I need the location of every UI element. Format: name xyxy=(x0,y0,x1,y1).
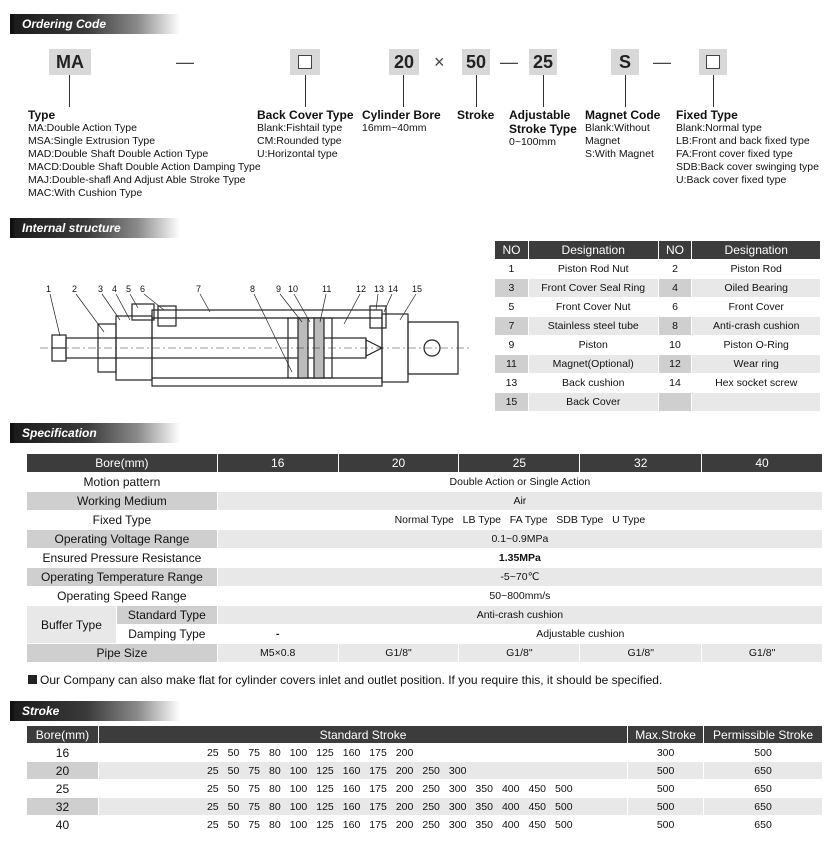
spec-bore-16: 16 xyxy=(217,454,338,473)
category-title: Adjustable Stroke Type xyxy=(509,108,577,136)
stroke-value: 25 xyxy=(206,746,219,759)
stroke-value: 25 xyxy=(206,818,219,831)
spec-label: Buffer Type xyxy=(27,606,117,644)
stroke-values xyxy=(98,762,627,780)
stroke-value: 125 xyxy=(316,782,334,795)
spec-label: Damping Type xyxy=(116,625,217,644)
table-row xyxy=(495,298,821,317)
code-dash-3: — xyxy=(653,52,671,72)
stroke-value: 200 xyxy=(395,746,414,759)
stroke-value: 75 xyxy=(248,764,261,777)
cylinder-diagram xyxy=(40,280,480,410)
part-no: 12 xyxy=(658,355,692,374)
table-row xyxy=(27,780,823,798)
table-row xyxy=(495,374,821,393)
category-line: FA:Front cover fixed type xyxy=(676,148,793,160)
spec-label: Operating Temperature Range xyxy=(27,568,218,587)
table-row xyxy=(27,816,823,834)
spec-value: 50~800mm/s xyxy=(217,587,822,606)
parts-header-designation: Designation xyxy=(528,241,658,260)
stroke-value: 50 xyxy=(227,746,240,759)
stroke-value: 80 xyxy=(269,746,281,759)
part-name: Front Cover Seal Ring xyxy=(528,279,658,298)
code-dash-2: — xyxy=(500,52,518,72)
category-line: S:With Magnet xyxy=(585,148,654,160)
spec-value: Adjustable cushion xyxy=(338,625,822,644)
callout-3: 3 xyxy=(98,284,104,294)
table-row xyxy=(495,355,821,374)
category-line: Blank:Fishtail type xyxy=(257,122,343,134)
specification-header xyxy=(10,423,180,443)
table-row xyxy=(27,473,823,492)
stroke-permissible: 650 xyxy=(704,816,823,834)
fixed-type-item: FA Type xyxy=(509,514,548,526)
leader-stroke xyxy=(476,75,477,107)
category-line: LB:Front and back fixed type xyxy=(676,135,810,147)
stroke-header xyxy=(10,701,180,721)
spec-value: G1/8" xyxy=(580,644,702,663)
code-dash-1: — xyxy=(176,52,194,72)
stroke-value: 75 xyxy=(248,746,261,759)
part-no: 7 xyxy=(495,317,529,336)
stroke-header-max: Max.Stroke xyxy=(628,726,704,744)
part-name: Magnet(Optional) xyxy=(528,355,658,374)
spec-bore-40: 40 xyxy=(702,454,823,473)
stroke-value: 300 xyxy=(448,800,467,813)
category-back-cover xyxy=(257,108,354,161)
ordering-code-title: Ordering Code xyxy=(22,17,107,31)
part-no: 3 xyxy=(495,279,529,298)
table-row xyxy=(27,606,823,625)
stroke-max: 300 xyxy=(628,744,704,762)
callout-15: 15 xyxy=(412,284,423,294)
category-magnet xyxy=(585,108,660,161)
parts-header-row xyxy=(495,241,821,260)
spec-value: M5×0.8 xyxy=(217,644,338,663)
code-bore: 20 xyxy=(389,49,419,75)
stroke-permissible: 650 xyxy=(704,762,823,780)
stroke-value: 25 xyxy=(206,800,219,813)
stroke-value: 125 xyxy=(316,800,334,813)
stroke-value: 500 xyxy=(555,800,573,813)
callout-13: 13 xyxy=(374,284,385,294)
table-row xyxy=(27,568,823,587)
stroke-value: 200 xyxy=(395,782,414,795)
category-line: MA:Double Action Type xyxy=(28,122,137,134)
part-no: 6 xyxy=(658,298,692,317)
spec-table xyxy=(26,453,823,663)
code-adjust: 25 xyxy=(529,49,557,75)
category-line: CM:Rounded type xyxy=(257,135,342,147)
category-line: U:Back cover fixed type xyxy=(676,174,787,186)
leader-bore xyxy=(403,75,404,107)
callout-1: 1 xyxy=(46,284,52,294)
stroke-values xyxy=(98,780,627,798)
leader-fixed xyxy=(713,75,714,107)
category-line: MAJ:Double-shafl And Adjust Able Stroke Type xyxy=(28,174,246,186)
category-line: 16mm~40mm xyxy=(362,122,427,134)
stroke-value: 160 xyxy=(342,764,361,777)
category-title: Fixed Type xyxy=(676,108,738,122)
table-row xyxy=(27,798,823,816)
category-line: MAD:Double Shaft Double Action Type xyxy=(28,148,209,160)
stroke-bore: 40 xyxy=(27,816,99,834)
code-fixed xyxy=(699,49,727,75)
part-no: 2 xyxy=(658,260,692,279)
spec-label: Motion pattern xyxy=(27,473,218,492)
table-row xyxy=(27,587,823,606)
spec-label: Pipe Size xyxy=(27,644,218,663)
parts-header-no: NO xyxy=(495,241,529,260)
spec-bore-20: 20 xyxy=(338,454,459,473)
callout-4: 4 xyxy=(112,284,118,294)
spec-label: Operating Speed Range xyxy=(27,587,218,606)
spec-value: Double Action or Single Action xyxy=(217,473,822,492)
part-name: Anti-crash cushion xyxy=(692,317,821,336)
spec-label: Ensured Pressure Resistance xyxy=(27,549,218,568)
stroke-value: 100 xyxy=(289,818,308,831)
spec-value: 0.1~0.9MPa xyxy=(217,530,822,549)
part-no: 9 xyxy=(495,336,529,355)
table-row xyxy=(495,393,821,412)
stroke-value: 125 xyxy=(316,818,334,831)
part-name: Piston Rod xyxy=(692,260,821,279)
category-title: Stroke xyxy=(457,108,495,122)
internal-structure-title: Internal structure xyxy=(22,221,121,235)
stroke-value: 350 xyxy=(475,800,493,813)
spec-label: Standard Type xyxy=(116,606,217,625)
stroke-value: 160 xyxy=(342,746,361,759)
stroke-value: 75 xyxy=(248,800,261,813)
category-fixed xyxy=(676,108,819,187)
company-note-text: Our Company can also make flat for cylinder covers inlet and outlet position. If you require this, it should be specified. xyxy=(40,673,663,687)
table-row xyxy=(27,644,823,663)
stroke-max: 500 xyxy=(628,780,704,798)
leader-magnet xyxy=(625,75,626,107)
part-no: 11 xyxy=(495,355,529,374)
table-row xyxy=(495,279,821,298)
stroke-values xyxy=(98,744,627,762)
leader-back-cover xyxy=(305,75,306,107)
stroke-value: 125 xyxy=(316,746,334,759)
callout-6: 6 xyxy=(140,284,146,294)
stroke-value: 175 xyxy=(369,782,387,795)
category-line: MACD:Double Shaft Double Action Damping Type xyxy=(28,161,261,173)
stroke-value: 500 xyxy=(555,818,573,831)
spec-bore-32: 32 xyxy=(580,454,702,473)
category-title: Type xyxy=(28,108,56,122)
category-stroke xyxy=(457,108,494,122)
stroke-bore: 32 xyxy=(27,798,99,816)
callout-5: 5 xyxy=(126,284,132,294)
category-line: U:Horizontal type xyxy=(257,148,338,160)
parts-header-designation: Designation xyxy=(692,241,821,260)
stroke-value: 75 xyxy=(248,818,261,831)
stroke-value: 400 xyxy=(501,782,520,795)
internal-structure-header xyxy=(10,218,180,238)
stroke-value: 175 xyxy=(369,818,387,831)
company-note xyxy=(28,673,662,687)
category-type xyxy=(28,108,261,200)
table-row xyxy=(27,511,823,530)
stroke-permissible: 650 xyxy=(704,780,823,798)
stroke-value: 175 xyxy=(369,746,387,759)
stroke-value: 450 xyxy=(528,782,547,795)
code-magnet: S xyxy=(611,49,639,75)
stroke-value: 250 xyxy=(422,764,440,777)
stroke-value: 50 xyxy=(227,800,240,813)
table-row xyxy=(27,530,823,549)
stroke-header-permissible: Permissible Stroke xyxy=(704,726,823,744)
stroke-permissible: 650 xyxy=(704,798,823,816)
stroke-value: 80 xyxy=(269,764,281,777)
category-line: Magnet xyxy=(585,135,621,147)
spec-label: Operating Voltage Range xyxy=(27,530,218,549)
part-name: Stainless steel tube xyxy=(528,317,658,336)
stroke-value: 80 xyxy=(269,818,281,831)
part-no: 8 xyxy=(658,317,692,336)
spec-bore-label: Bore(mm) xyxy=(27,454,218,473)
table-row xyxy=(27,549,823,568)
empty-square-icon xyxy=(298,55,312,69)
empty-square-icon xyxy=(706,55,720,69)
stroke-title: Stroke xyxy=(22,704,60,718)
fixed-type-item: LB Type xyxy=(462,514,502,526)
category-bore xyxy=(362,108,441,135)
stroke-value: 80 xyxy=(269,782,281,795)
category-line: MSA:Single Extrusion Type xyxy=(28,135,156,147)
stroke-value: 50 xyxy=(227,818,240,831)
spec-value: -5~70℃ xyxy=(217,568,822,587)
spec-value: G1/8" xyxy=(338,644,459,663)
ordering-code-header xyxy=(10,14,180,34)
stroke-value: 250 xyxy=(422,800,440,813)
fixed-type-item: SDB Type xyxy=(556,514,604,526)
code-type: MA xyxy=(49,49,91,75)
part-no: 10 xyxy=(658,336,692,355)
stroke-value: 300 xyxy=(448,818,467,831)
leader-adjust xyxy=(543,75,544,107)
piston-shape xyxy=(288,318,332,378)
stroke-value: 80 xyxy=(269,800,281,813)
stroke-header-standard: Standard Stroke xyxy=(98,726,627,744)
part-name: Piston O-Ring xyxy=(692,336,821,355)
stroke-values xyxy=(98,798,627,816)
spec-bore-25: 25 xyxy=(459,454,580,473)
callout-11: 11 xyxy=(322,284,332,294)
stroke-value: 300 xyxy=(448,782,467,795)
callout-2: 2 xyxy=(72,284,78,294)
stroke-value: 500 xyxy=(555,782,573,795)
spec-value: G1/8" xyxy=(702,644,823,663)
spec-value: Anti-crash cushion xyxy=(217,606,822,625)
category-title: Back Cover Type xyxy=(257,108,354,122)
part-name: Piston Rod Nut xyxy=(528,260,658,279)
fixed-type-item: U Type xyxy=(612,514,646,526)
category-line: Blank:Normal type xyxy=(676,122,762,134)
stroke-value: 100 xyxy=(289,800,308,813)
category-line: SDB:Back cover swinging type xyxy=(676,161,819,173)
callout-10: 10 xyxy=(288,284,299,294)
stroke-permissible: 500 xyxy=(704,744,823,762)
part-no: 13 xyxy=(495,374,529,393)
stroke-value: 160 xyxy=(342,818,361,831)
code-times: × xyxy=(434,52,445,72)
table-row xyxy=(27,625,823,644)
stroke-values xyxy=(98,816,627,834)
stroke-table xyxy=(26,725,823,834)
category-title: Cylinder Bore xyxy=(362,108,441,122)
stroke-value: 200 xyxy=(395,764,414,777)
stroke-value: 25 xyxy=(206,764,219,777)
spec-label: Working Medium xyxy=(27,492,218,511)
stroke-value: 400 xyxy=(501,800,520,813)
category-title: Magnet Code xyxy=(585,108,661,122)
specification-title: Specification xyxy=(22,426,97,440)
table-row xyxy=(495,317,821,336)
bullet-square-icon xyxy=(28,675,37,684)
stroke-value: 100 xyxy=(289,782,308,795)
part-no: 5 xyxy=(495,298,529,317)
stroke-max: 500 xyxy=(628,798,704,816)
stroke-bore: 16 xyxy=(27,744,99,762)
spec-label: Fixed Type xyxy=(27,511,218,530)
table-row xyxy=(495,260,821,279)
spec-header-row xyxy=(27,454,823,473)
callout-14: 14 xyxy=(388,284,399,294)
callout-9: 9 xyxy=(276,284,282,294)
part-no: 4 xyxy=(658,279,692,298)
part-name: Front Cover Nut xyxy=(528,298,658,317)
stroke-value: 400 xyxy=(501,818,520,831)
stroke-value: 450 xyxy=(528,800,547,813)
callout-7: 7 xyxy=(196,284,202,294)
stroke-value: 250 xyxy=(422,782,440,795)
stroke-value: 100 xyxy=(289,764,308,777)
fixed-type-item: Normal Type xyxy=(394,514,454,526)
stroke-value: 350 xyxy=(475,782,493,795)
table-row xyxy=(27,762,823,780)
callout-12: 12 xyxy=(356,284,367,294)
stroke-value: 250 xyxy=(422,818,440,831)
part-name: Hex socket screw xyxy=(692,374,821,393)
table-row xyxy=(495,336,821,355)
part-no: 1 xyxy=(495,260,529,279)
spec-value xyxy=(217,511,822,530)
code-back-cover xyxy=(290,49,320,75)
part-name: Back cushion xyxy=(528,374,658,393)
category-line: 0~100mm xyxy=(509,136,556,148)
part-name: Piston xyxy=(528,336,658,355)
stroke-value: 50 xyxy=(227,782,240,795)
stroke-bore: 25 xyxy=(27,780,99,798)
code-stroke: 50 xyxy=(462,49,490,75)
stroke-value: 175 xyxy=(369,800,387,813)
stroke-value: 100 xyxy=(289,746,308,759)
part-name: Oiled Bearing xyxy=(692,279,821,298)
part-no: 15 xyxy=(495,393,529,412)
stroke-value: 350 xyxy=(475,818,493,831)
parts-header-no: NO xyxy=(658,241,692,260)
stroke-value: 160 xyxy=(342,800,361,813)
spec-value: - xyxy=(217,625,338,644)
part-no xyxy=(658,393,692,412)
category-line: Blank:Without xyxy=(585,122,650,134)
stroke-header-row xyxy=(27,726,823,744)
stroke-value: 200 xyxy=(395,818,414,831)
stroke-value: 300 xyxy=(448,764,467,777)
part-name: Back Cover xyxy=(528,393,658,412)
category-adjust xyxy=(509,108,583,149)
callout-8: 8 xyxy=(250,284,256,294)
table-row xyxy=(27,744,823,762)
stroke-value: 125 xyxy=(316,764,334,777)
part-name: Wear ring xyxy=(692,355,821,374)
stroke-max: 500 xyxy=(628,816,704,834)
category-line: MAC:With Cushion Type xyxy=(28,187,143,199)
stroke-max: 500 xyxy=(628,762,704,780)
stroke-value: 75 xyxy=(248,782,261,795)
part-no: 14 xyxy=(658,374,692,393)
part-name xyxy=(692,393,821,412)
stroke-bore: 20 xyxy=(27,762,99,780)
parts-table xyxy=(494,240,821,412)
part-name: Front Cover xyxy=(692,298,821,317)
stroke-value: 175 xyxy=(369,764,387,777)
spec-value: 1.35MPa xyxy=(217,549,822,568)
stroke-value: 160 xyxy=(342,782,361,795)
stroke-header-bore: Bore(mm) xyxy=(27,726,99,744)
stroke-value: 50 xyxy=(227,764,240,777)
table-row xyxy=(27,492,823,511)
stroke-value: 450 xyxy=(528,818,547,831)
stroke-value: 25 xyxy=(206,782,219,795)
leader-type xyxy=(69,75,70,107)
stroke-value: 200 xyxy=(395,800,414,813)
spec-value: G1/8" xyxy=(459,644,580,663)
spec-value: Air xyxy=(217,492,822,511)
